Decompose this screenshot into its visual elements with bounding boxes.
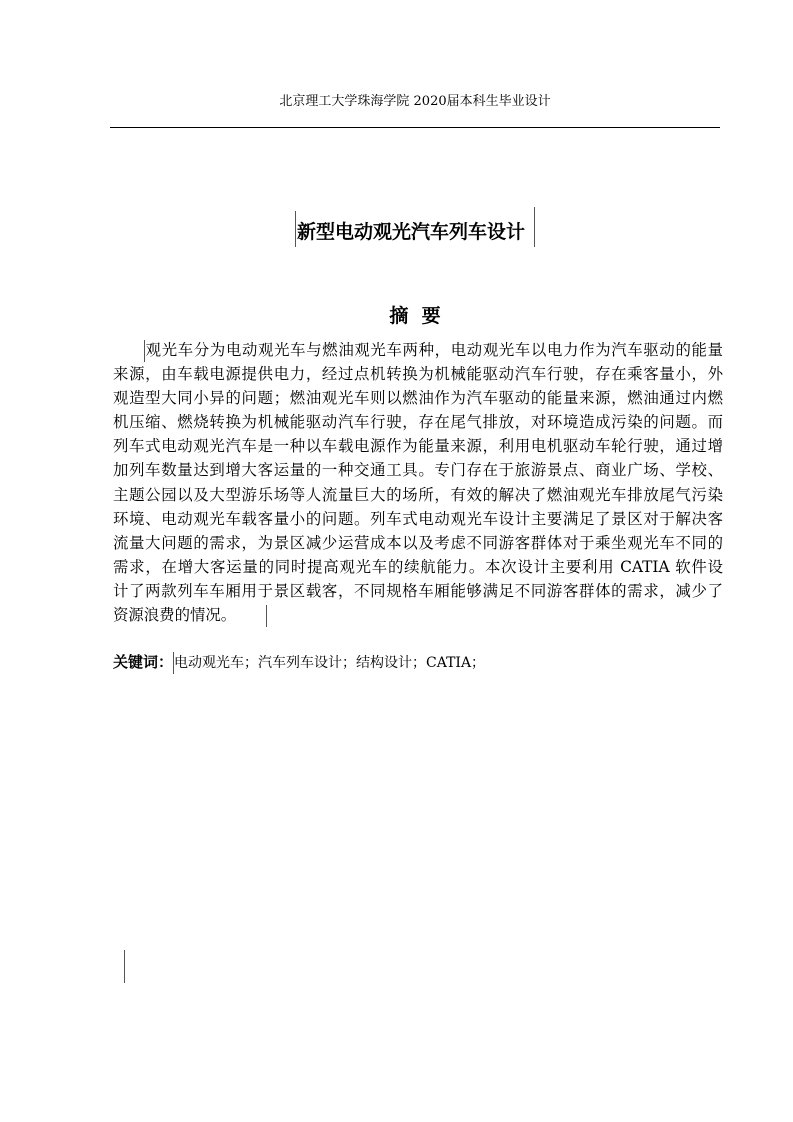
abstract-line: 机压缩、燃烧转换为机械能驱动汽车行驶，存在尾气排放，对环境造成污染的问题。而 [113, 413, 723, 432]
keywords-label: 关键词： [113, 653, 174, 671]
abstract-line: 观光车分为电动观光车与燃油观光车两种，电动观光车以电力作为汽车驱动的能量 [113, 338, 723, 362]
keywords-line [113, 650, 723, 675]
abstract-line: 需求，在增大客运量的同时提高观光车的续航能力。本次设计主要利用 CATIA 软件设 [113, 557, 723, 576]
abstract-line: 主题公园以及大型游乐场等人流量巨大的场所，有效的解决了燃油观光车排放尾气污染 [113, 485, 723, 504]
abstract-body [113, 338, 723, 627]
abstract-line: 环境、电动观光车载客量小的问题。列车式电动观光车设计主要满足了景区对于解决客 [113, 509, 723, 528]
keywords-value: 电动观光车；汽车列车设计；结构设计；CATIA； [174, 655, 486, 671]
abstract-line: 观造型大同小异的问题；燃油观光车则以燃油作为汽车驱动的能量来源，燃油通过内燃 [113, 389, 723, 408]
edit-mark [266, 605, 267, 627]
abstract-heading: 摘 要 [389, 305, 441, 327]
edit-mark-bottom [124, 950, 125, 983]
abstract-line: 来源，由车载电源提供电力，经过点机转换为机械能驱动汽车行驶，存在乘客量小，外 [113, 365, 723, 384]
edit-mark-left [295, 211, 296, 247]
abstract-line: 流量大问题的需求，为景区减少运营成本以及考虑不同游客群体对于乘坐观光车不同的 [113, 533, 723, 552]
abstract-line: 列车式电动观光汽车是一种以车载电源作为能量来源，利用电机驱动车轮行驶，通过增 [113, 437, 723, 456]
running-header: 北京理工大学珠海学院 2020届本科生毕业设计 [279, 94, 551, 109]
abstract-line: 资源浪费的情况。 [113, 603, 723, 627]
abstract-line: 计了两款列车车厢用于景区载客，不同规格车厢能够满足不同游客群体的需求，减少了 [113, 581, 723, 600]
thesis-title-text: 新型电动观光汽车列车设计 [296, 221, 525, 243]
abstract-line: 加列车数量达到增大客运量的一种交通工具。专门存在于旅游景点、商业广场、学校、 [113, 461, 723, 480]
header-rule [110, 127, 720, 128]
title-block [110, 217, 720, 247]
thesis-title [295, 217, 535, 247]
edit-mark-right [534, 207, 535, 247]
